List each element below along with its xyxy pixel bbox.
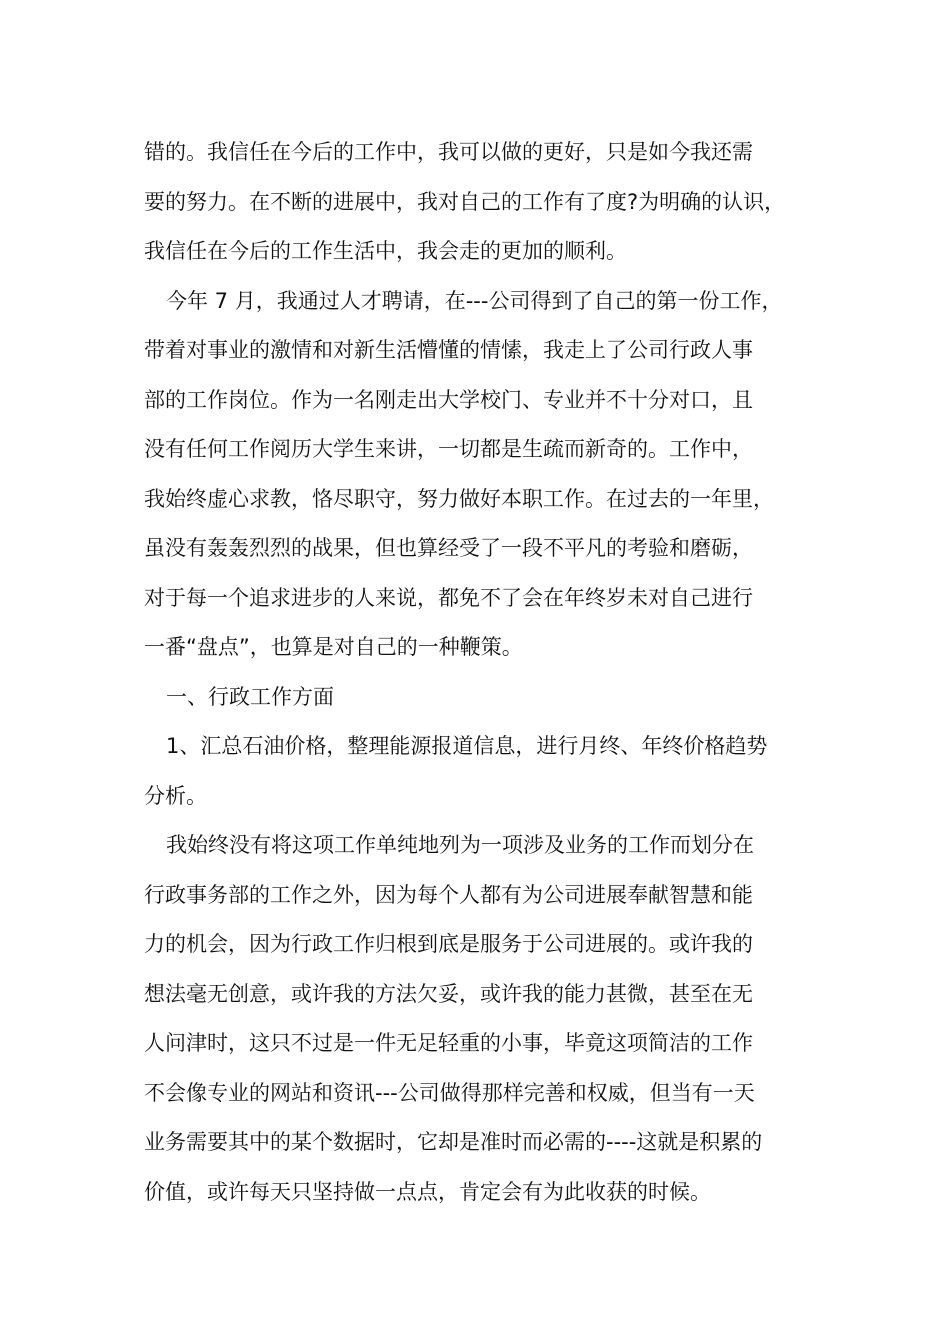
text-line: 一番“盘点”，也算是对自己的一种鞭策。 [144,635,523,659]
text-line: 不会像专业的网站和资讯---公司做得那样完善和权威，但当有一天 [144,1080,755,1105]
text-line: 分析。 [144,783,207,808]
text-line: 业务需要其中的某个数据时，它却是准时而必需的----这就是积累的 [144,1130,763,1154]
paragraph-start-line: 今年 7 月，我通过人才聘请，在---公司得到了自己的第一份工作， [166,288,783,313]
text-line: 行政事务部的工作之外，因为每个人都有为公司进展奉献智慧和能 [144,882,753,907]
text-line: 我始终虚心求教，恪尽职守，努力做好本职工作。在过去的一年里， [144,486,774,511]
text-line: 错的。我信任在今后的工作中，我可以做的更好，只是如今我还需 [144,140,753,164]
section-heading: 一、行政工作方面 [166,684,334,709]
text-line: 我信任在今后的工作生活中，我会走的更加的顺利。 [144,239,627,263]
text-line: 带着对事业的激情和对新生活懵懂的情愫，我走上了公司行政人事 [144,338,753,362]
text-line: 要的努力。在不断的进展中，我对自己的工作有了度?为明确的认识， [144,189,786,214]
body-text [144,128,844,1217]
text-line: 虽没有轰轰烈烈的战果，但也算经受了一段不平凡的考验和磨砺， [144,536,753,560]
text-line: 人问津时，这只不过是一件无足轻重的小事，毕竟这项简洁的工作 [144,1031,753,1055]
text-line: 力的机会，因为行政工作归根到底是服务于公司进展的。或许我的 [144,932,753,956]
paragraph-start-line: 我始终没有将这项工作单纯地列为一项涉及业务的工作而划分在 [166,833,754,857]
text-line: 价值，或许每天只坚持做一点点，肯定会有为此收获的时候。 [144,1179,711,1204]
list-item-heading: 1、汇总石油价格，整理能源报道信息，进行月终、年终价格趋势 [166,734,768,758]
text-line: 部的工作岗位。作为一名刚走出大学校门、专业并不十分对口，且 [144,387,753,412]
text-line: 对于每一个追求进步的人来说，都免不了会在年终岁未对自己进行 [144,585,753,610]
text-line: 想法毫无创意，或许我的方法欠妥，或许我的能力甚微，甚至在无 [144,981,753,1006]
text-line: 没有任何工作阅历大学生来讲，一切都是生疏而新奇的。工作中， [144,437,753,461]
